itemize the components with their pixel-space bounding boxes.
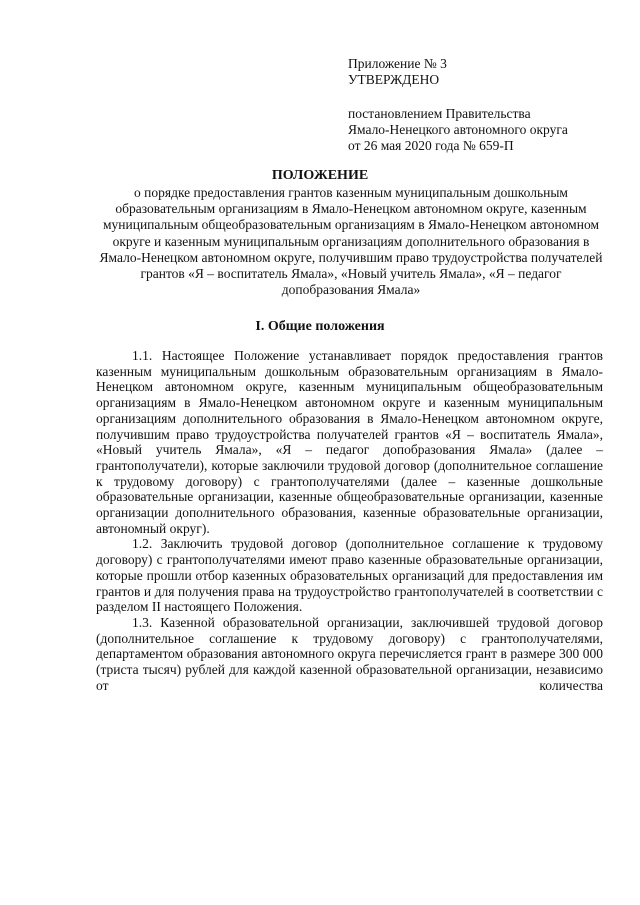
approval-header (348, 56, 618, 154)
document-title: ПОЛОЖЕНИЕ (271, 168, 369, 183)
approved-stamp-text: УТВЕРЖДЕНО (348, 72, 440, 87)
header-spacer (348, 88, 618, 106)
appendix-number: Приложение № 3 (348, 56, 447, 71)
paragraph-1-3: 1.3. Казенной образовательной организации, заключившей трудовой договор (дополнительное соглашение к трудовому договору) с грантополучателями, департаментом образования автономного округа перечисляется грант в размере 300 000 (триста тысяч) рублей для каждой казенной образовательной организации, независимо от количества (96, 614, 603, 693)
decree-line-3: от 26 мая 2020 года № 659-П (348, 138, 514, 153)
paragraph-1-2: 1.2. Заключить трудовой договор (дополнительное соглашение к трудовому договору) с грантополучателями имеют право казенные образовательные организации, которые прошли отбор казенных образовательных организаций для предоставления им грантов и для получения права на трудоустройство грантополучателей в соответствии с разделом II настоящего Положения. (96, 536, 603, 615)
document-subtitle: о порядке предоставления грантов казенным муниципальным дошкольным образовательным организациям в Ямало-Ненецком автономном округе, казенным муниципальным общеобразовательным организациям в Ямало-Ненецком автономном округе и казенным муниципальным организациям дополнительного образования в Ямало-Ненецком автономном округе, получившим право трудоустройства получателей грантов «Я – воспитатель Ямала», «Новый учитель Ямала», «Я – педагог допобразования Ямала» (99, 185, 603, 298)
decree-line-1: постановлением Правительства (348, 106, 531, 121)
section-heading: I. Общие положения (255, 319, 385, 334)
section-body (96, 348, 603, 693)
decree-line-2: Ямало-Ненецкого автономного округа (348, 122, 568, 137)
paragraph-1-1: 1.1. Настоящее Положение устанавливает порядок предоставления грантов казенным муниципальным дошкольным образовательным организациям в Ямало-Ненецком автономном округе, казенным муниципальным общеобразовательным организациям в Ямало-Ненецком автономном округе и казенным муниципальным организациям дополнительного образования в Ямало-Ненецком автономном округе, получившим право трудоустройства получателей грантов «Я – воспитатель Ямала», «Новый учитель Ямала», «Я – педагог допобразования Ямала» (далее – грантополучатели), которые заключили трудовой договор (дополнительное соглашение к трудовому договору) с грантополучателями (далее – казенные дошкольные образовательные организации, казенные общеобразовательные организации, казенные организации дополнительного образования, казенные образовательные организации, автономный округ). (96, 348, 603, 536)
